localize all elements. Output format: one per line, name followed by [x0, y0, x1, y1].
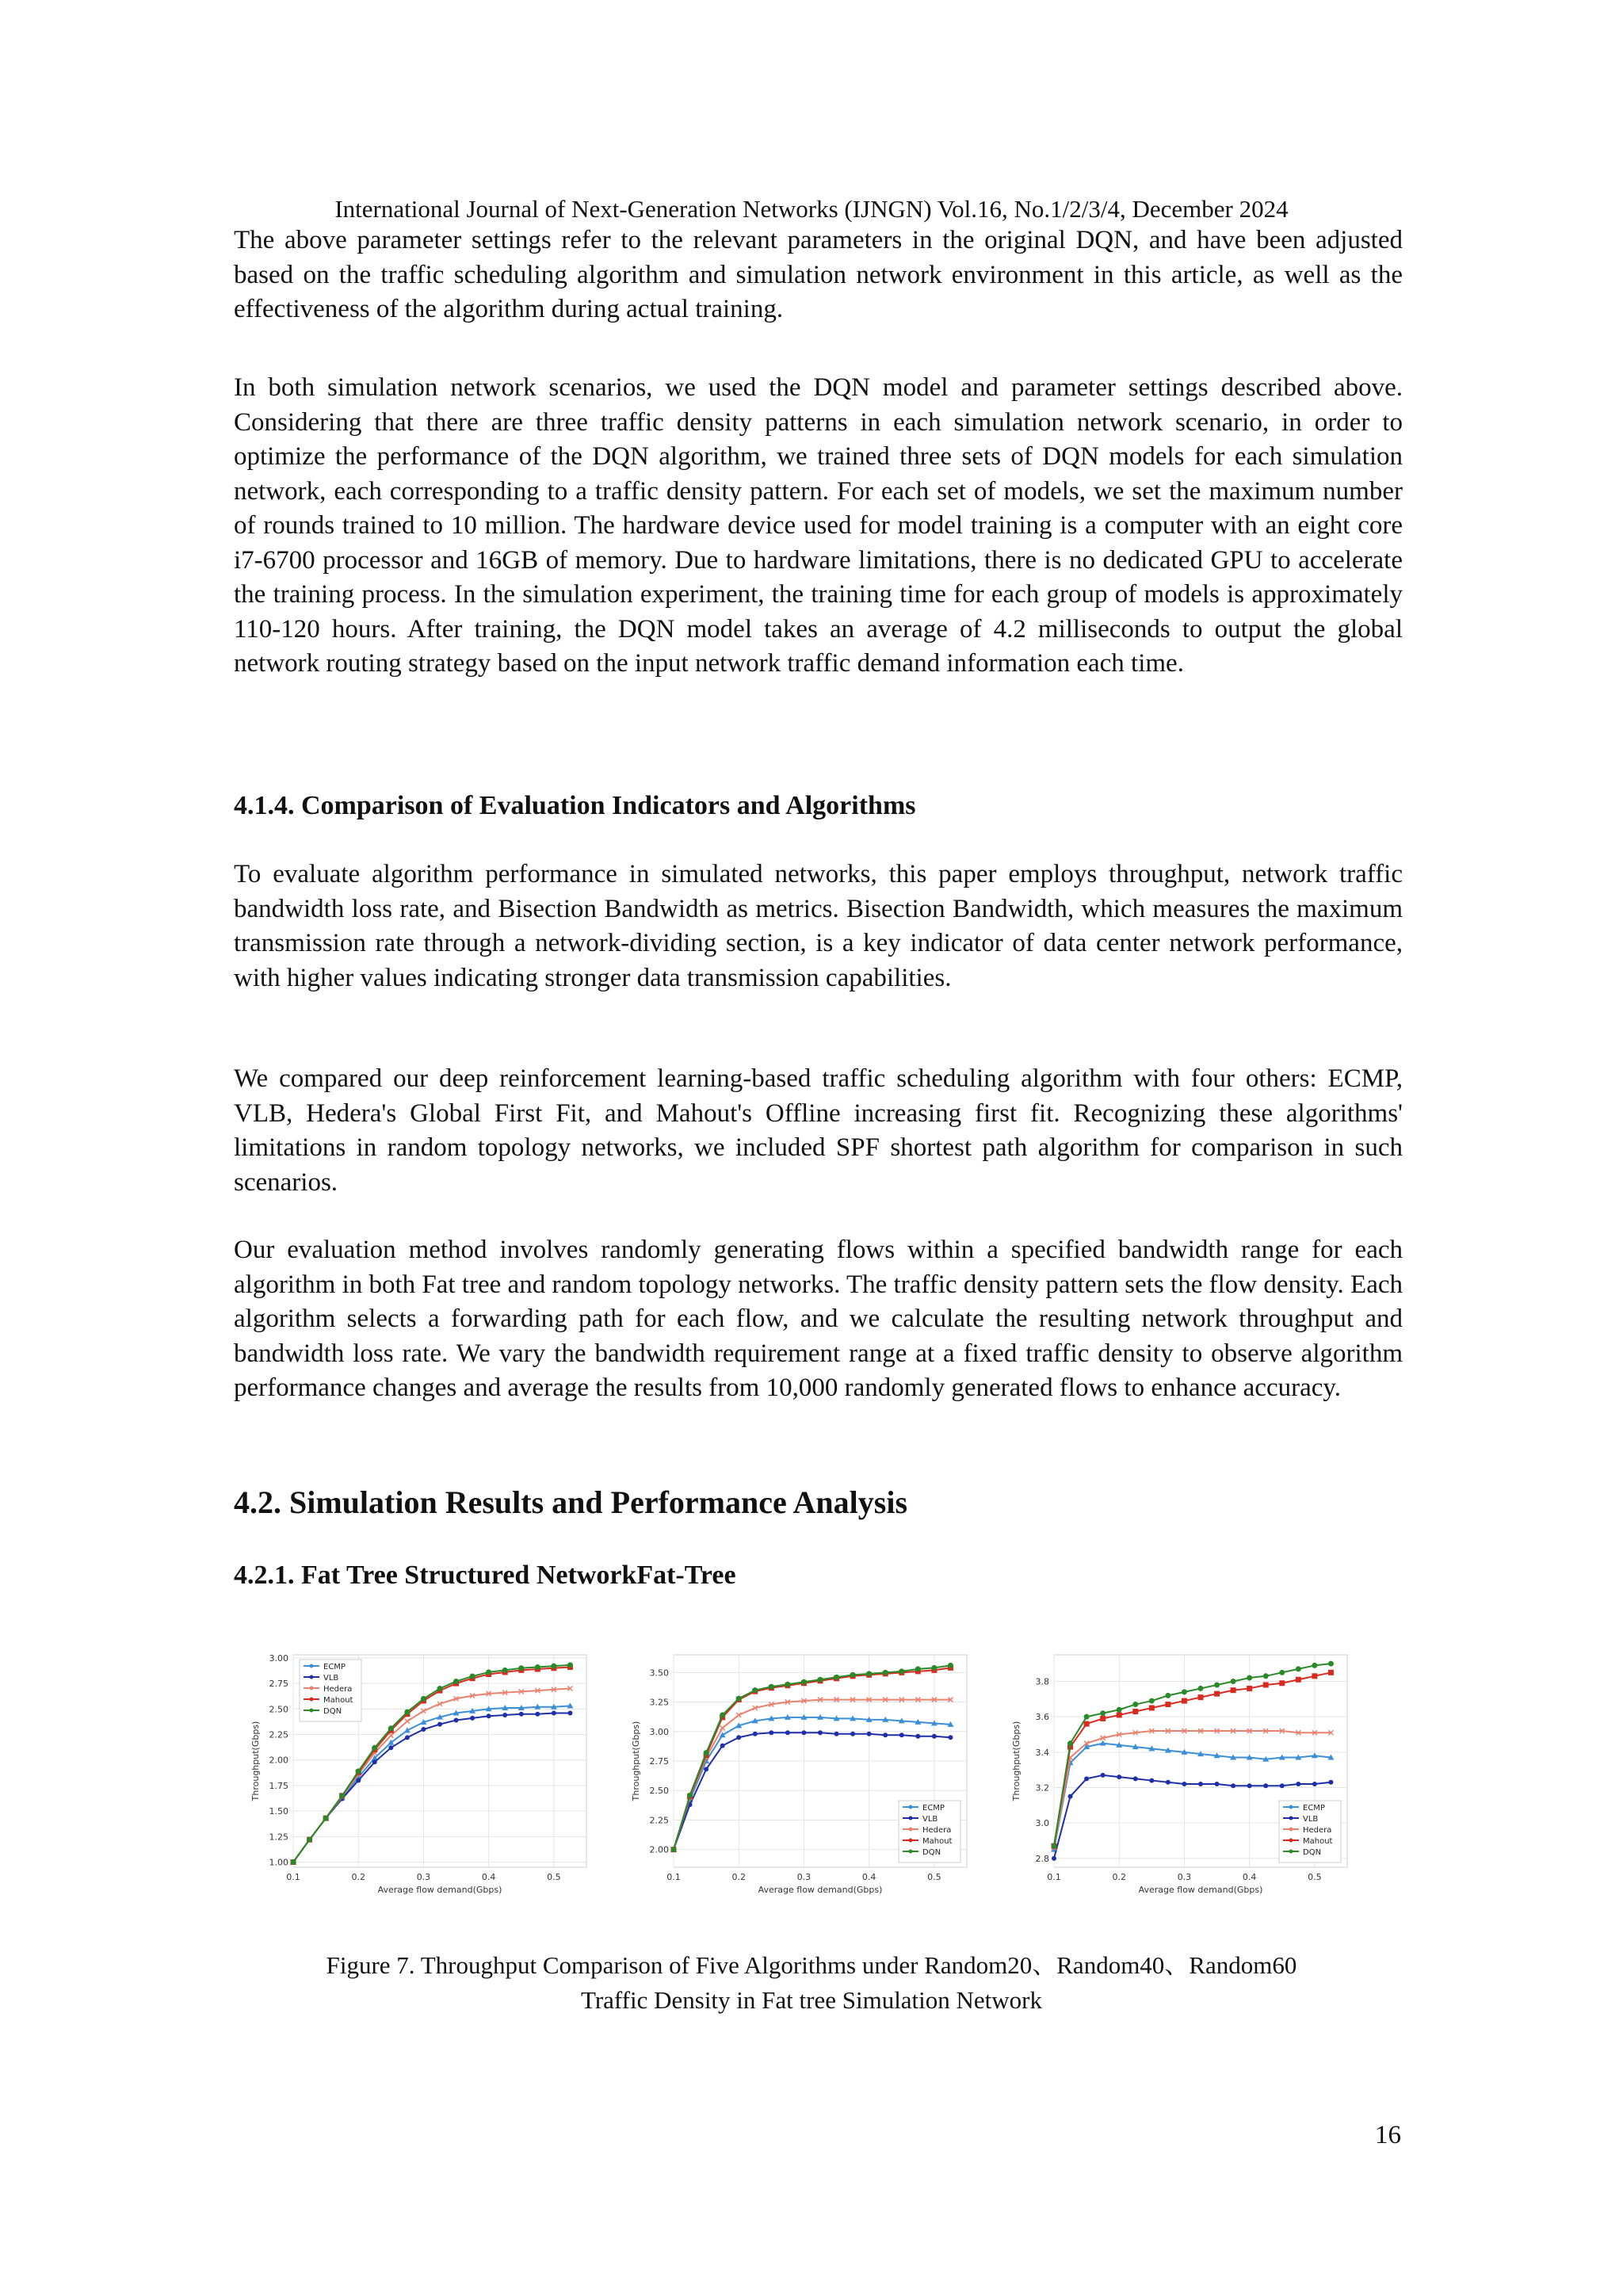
legend-marker-dqn — [310, 1709, 314, 1713]
legend-marker-hedera — [1289, 1828, 1293, 1832]
legend-label-ecmp: ECMP — [323, 1663, 346, 1671]
legend-label-ecmp: ECMP — [922, 1804, 945, 1813]
data-point-dqn — [453, 1679, 459, 1684]
data-point-vlb — [405, 1735, 410, 1740]
data-point-vlb — [1166, 1780, 1170, 1785]
page-number: 16 — [1375, 2121, 1401, 2149]
chart-random60 — [1006, 1623, 1355, 1922]
legend-label-mahout: Mahout — [323, 1696, 353, 1705]
data-point-vlb — [1215, 1782, 1220, 1786]
data-point-vlb — [915, 1734, 920, 1739]
data-point-dqn — [421, 1696, 426, 1702]
data-point-dqn — [866, 1671, 872, 1676]
y-tick-label: 3.6 — [1035, 1712, 1049, 1723]
data-point-dqn — [291, 1859, 296, 1865]
y-tick-label: 3.50 — [649, 1668, 669, 1679]
y-axis-label: Throughput(Gbps) — [1011, 1721, 1022, 1801]
data-point-vlb — [388, 1745, 393, 1750]
data-point-dqn — [1117, 1707, 1122, 1713]
data-point-dqn — [1052, 1843, 1057, 1849]
legend-label-dqn: DQN — [323, 1707, 342, 1716]
data-point-mahout — [1165, 1702, 1170, 1707]
data-point-vlb — [552, 1710, 556, 1715]
data-point-vlb — [932, 1734, 937, 1739]
x-tick-label: 0.2 — [1112, 1872, 1126, 1882]
x-tick-label: 0.5 — [927, 1872, 941, 1882]
data-point-mahout — [1296, 1677, 1301, 1683]
data-point-dqn — [567, 1662, 573, 1668]
data-point-vlb — [1068, 1794, 1073, 1799]
y-axis-label: Throughput(Gbps) — [250, 1721, 261, 1801]
paragraph-dqn-training: In both simulation network scenarios, we used the DQN model and parameter settings described above. Considering that there are three traffic density patterns in each simulation network scenario, in order to optimize the performance of the DQN algorithm, we trained three sets of DQN models for each simulation network, each corresponding to a traffic density pattern. For each set of models, we set the maximum number of rounds trained to 10 million. The hardware device used for model training is a computer with an eight core i7-6700 processor and 16GB of memory. Due to hardware limitations, there is no dedicated GPU to accelerate the training process. In the simulation experiment, the training time for each group of models is approximately 110-120 hours. After training, the DQN model takes an average of 4.2 milliseconds to output the global network routing strategy based on the input network traffic demand information each time. — [234, 373, 1403, 678]
data-point-vlb — [437, 1722, 442, 1727]
data-point-mahout — [1198, 1694, 1204, 1700]
data-point-mahout — [1328, 1670, 1334, 1675]
x-tick-label: 0.2 — [731, 1872, 746, 1882]
data-point-vlb — [1263, 1783, 1268, 1788]
data-point-dqn — [470, 1674, 475, 1679]
legend-label-hedera: Hedera — [323, 1685, 353, 1694]
data-point-dqn — [1100, 1710, 1106, 1716]
data-point-vlb — [470, 1716, 475, 1721]
data-point-mahout — [1247, 1686, 1252, 1691]
data-point-vlb — [1247, 1783, 1252, 1788]
data-point-dqn — [551, 1664, 556, 1669]
x-tick-label: 0.3 — [796, 1872, 812, 1882]
x-axis-label: Average flow demand(Gbps) — [1138, 1885, 1263, 1895]
data-point-vlb — [1198, 1782, 1203, 1786]
x-tick-label: 0.2 — [351, 1872, 365, 1882]
data-point-dqn — [356, 1768, 361, 1774]
data-point-dqn — [307, 1837, 312, 1843]
data-point-vlb — [1231, 1783, 1235, 1788]
y-tick-label: 3.8 — [1035, 1676, 1049, 1687]
data-point-vlb — [519, 1712, 524, 1717]
data-point-dqn — [769, 1684, 774, 1690]
data-point-dqn — [687, 1793, 693, 1798]
legend-marker-vlb — [909, 1817, 913, 1820]
data-point-dqn — [1182, 1689, 1187, 1694]
data-point-vlb — [785, 1730, 790, 1735]
data-point-dqn — [372, 1745, 377, 1751]
data-point-dqn — [437, 1686, 443, 1691]
data-point-vlb — [1328, 1780, 1333, 1785]
data-point-dqn — [486, 1669, 491, 1675]
x-tick-label: 0.1 — [286, 1872, 300, 1882]
data-point-vlb — [720, 1744, 725, 1748]
data-point-dqn — [1149, 1698, 1155, 1704]
paragraph-algorithm-comparison: We compared our deep reinforcement learning-based traffic scheduling algorithm with four others: ECMP, VLB, Hedera's Global First Fit, and Mahout's Offline increasing first fit. Recognizing these algorithms' limitations in random topology networks, we included SPF shortest path algorithm for comparison in such scenarios. — [234, 1064, 1403, 1197]
y-axis-label: Throughput(Gbps) — [631, 1721, 641, 1801]
legend-marker-mahout — [909, 1839, 913, 1843]
data-point-dqn — [899, 1668, 904, 1674]
legend-marker-dqn — [1289, 1850, 1293, 1854]
data-point-dqn — [404, 1710, 410, 1715]
x-axis-label: Average flow demand(Gbps) — [377, 1885, 502, 1895]
data-point-dqn — [388, 1725, 394, 1731]
data-point-vlb — [356, 1778, 361, 1782]
figure-caption-line1: Figure 7. Throughput Comparison of Five Algorithms under Random20、Random40、Random60 — [326, 1951, 1297, 1979]
legend-label-mahout: Mahout — [1303, 1837, 1333, 1846]
x-tick-label: 0.5 — [1308, 1872, 1322, 1882]
y-tick-label: 1.50 — [269, 1806, 288, 1817]
data-point-mahout — [1279, 1680, 1285, 1686]
legend-marker-ecmp — [1289, 1805, 1293, 1809]
data-point-vlb — [454, 1717, 459, 1722]
data-point-vlb — [1182, 1782, 1186, 1786]
data-point-vlb — [948, 1735, 953, 1740]
data-point-vlb — [1052, 1856, 1056, 1861]
legend-marker-mahout — [1289, 1839, 1293, 1843]
chart-random40-svg — [626, 1623, 975, 1918]
data-point-dqn — [850, 1672, 856, 1678]
x-tick-label: 0.3 — [1177, 1872, 1192, 1882]
data-point-mahout — [1117, 1712, 1122, 1717]
data-point-mahout — [1231, 1687, 1236, 1693]
legend-label-vlb: VLB — [323, 1674, 339, 1683]
data-point-vlb — [567, 1710, 572, 1715]
data-point-dqn — [931, 1665, 937, 1671]
y-tick-label: 3.2 — [1035, 1782, 1049, 1794]
data-point-vlb — [535, 1712, 540, 1717]
y-tick-label: 1.25 — [269, 1832, 288, 1843]
heading-4-1-4: 4.1.4. Comparison of Evaluation Indicators and Algorithms — [234, 791, 916, 820]
data-point-vlb — [372, 1759, 377, 1764]
data-point-dqn — [752, 1687, 758, 1693]
data-point-dqn — [502, 1668, 508, 1673]
data-point-dqn — [1328, 1661, 1334, 1667]
chart-random20-svg — [246, 1623, 594, 1918]
data-point-vlb — [753, 1732, 758, 1736]
data-point-dqn — [834, 1675, 839, 1680]
data-point-vlb — [883, 1733, 888, 1737]
data-point-vlb — [487, 1713, 491, 1718]
legend-marker-vlb — [1289, 1817, 1293, 1820]
x-tick-label: 0.4 — [861, 1872, 876, 1882]
data-point-vlb — [736, 1735, 741, 1740]
data-point-dqn — [785, 1682, 790, 1687]
y-tick-label: 2.50 — [269, 1704, 288, 1715]
data-point-dqn — [1067, 1740, 1073, 1746]
data-point-dqn — [736, 1696, 742, 1702]
data-point-vlb — [1312, 1782, 1317, 1786]
legend-label-dqn: DQN — [1303, 1848, 1322, 1857]
legend-marker-mahout — [310, 1698, 314, 1702]
data-point-dqn — [1165, 1693, 1170, 1698]
heading-4-2-1: 4.2.1. Fat Tree Structured NetworkFat-Tree — [234, 1561, 736, 1590]
chart-random20 — [246, 1623, 594, 1922]
data-point-vlb — [801, 1730, 806, 1735]
data-point-vlb — [421, 1727, 426, 1732]
data-point-dqn — [704, 1750, 709, 1755]
data-point-dqn — [323, 1816, 329, 1821]
data-point-vlb — [834, 1732, 839, 1736]
y-tick-label: 3.25 — [649, 1697, 669, 1708]
data-point-dqn — [1084, 1714, 1090, 1720]
legend-marker-hedera — [909, 1828, 913, 1832]
data-point-vlb — [1084, 1776, 1089, 1781]
y-tick-label: 3.0 — [1035, 1818, 1049, 1829]
data-point-dqn — [818, 1677, 823, 1683]
data-point-mahout — [1263, 1682, 1269, 1687]
chart-random60-svg — [1006, 1623, 1355, 1918]
data-point-vlb — [818, 1730, 823, 1735]
data-point-vlb — [704, 1767, 708, 1771]
y-tick-label: 3.00 — [269, 1652, 288, 1664]
y-tick-label: 3.4 — [1035, 1747, 1049, 1758]
data-point-mahout — [1312, 1673, 1317, 1679]
data-point-vlb — [867, 1732, 872, 1736]
figure-caption-line2: Traffic Density in Fat tree Simulation Network — [580, 1986, 1043, 2014]
data-point-dqn — [1198, 1686, 1204, 1691]
data-point-mahout — [1084, 1721, 1090, 1727]
x-tick-label: 0.1 — [1047, 1872, 1061, 1882]
y-tick-label: 2.00 — [269, 1755, 288, 1766]
x-tick-label: 0.4 — [481, 1872, 496, 1882]
data-point-vlb — [1149, 1778, 1154, 1783]
data-point-vlb — [1117, 1775, 1121, 1779]
legend-label-dqn: DQN — [922, 1848, 941, 1857]
data-point-vlb — [769, 1730, 773, 1735]
legend-label-hedera: Hedera — [922, 1826, 952, 1835]
data-point-vlb — [1101, 1773, 1106, 1778]
data-point-dqn — [1312, 1663, 1317, 1668]
data-point-dqn — [1132, 1702, 1138, 1707]
data-point-mahout — [1214, 1691, 1220, 1697]
chart-random40 — [626, 1623, 975, 1922]
y-tick-label: 1.75 — [269, 1780, 288, 1791]
data-point-vlb — [899, 1733, 904, 1737]
y-tick-label: 2.25 — [269, 1729, 288, 1740]
data-point-dqn — [1214, 1682, 1220, 1687]
data-point-mahout — [1100, 1716, 1106, 1721]
data-point-dqn — [883, 1670, 888, 1675]
legend-marker-dqn — [909, 1850, 913, 1854]
data-point-vlb — [850, 1732, 855, 1736]
legend-marker-hedera — [310, 1687, 314, 1690]
paragraph-evaluation-metrics: To evaluate algorithm performance in simulated networks, this paper employs throughput, network traffic bandwidth loss rate, and Bisection Bandwidth as metrics. Bisection Bandwidth, which measures the maximum transmission rate through a network-dividing section, is a key indicator of data center network performance, with higher values indicating stronger data transmission capabilities. — [234, 860, 1403, 992]
y-tick-label: 2.25 — [649, 1815, 669, 1826]
y-tick-label: 2.00 — [649, 1844, 669, 1855]
data-point-dqn — [801, 1679, 807, 1685]
heading-4-2: 4.2. Simulation Results and Performance Analysis — [234, 1484, 908, 1520]
y-tick-label: 2.75 — [649, 1756, 669, 1767]
data-point-vlb — [1296, 1782, 1300, 1786]
data-point-mahout — [1149, 1706, 1155, 1711]
data-point-dqn — [518, 1665, 524, 1671]
data-point-dqn — [535, 1664, 540, 1670]
y-tick-label: 1.00 — [269, 1857, 288, 1868]
data-point-dqn — [1296, 1666, 1301, 1671]
data-point-dqn — [1263, 1673, 1269, 1679]
data-point-dqn — [720, 1712, 725, 1717]
data-point-mahout — [1132, 1709, 1138, 1714]
legend-marker-vlb — [310, 1675, 314, 1679]
data-point-dqn — [1279, 1670, 1285, 1675]
y-tick-label: 2.8 — [1035, 1853, 1049, 1864]
legend-label-vlb: VLB — [922, 1815, 938, 1824]
data-point-mahout — [1182, 1698, 1187, 1704]
paragraph-evaluation-method: Our evaluation method involves randomly generating flows within a specified bandwidth range for each algorithm in both Fat tree and random topology networks. The traffic density pattern sets the flow density. Each algorithm selects a forwarding path for each flow, and we calculate the resulting network throughput and bandwidth loss rate. We vary the bandwidth requirement range at a fixed traffic density to observe algorithm performance changes and average the results from 10,000 randomly generated flows to enhance accuracy. — [234, 1236, 1403, 1402]
data-point-dqn — [1247, 1675, 1252, 1681]
data-point-vlb — [1280, 1783, 1285, 1788]
y-tick-label: 2.75 — [269, 1679, 288, 1690]
data-point-vlb — [502, 1713, 507, 1717]
y-tick-label: 3.00 — [649, 1726, 669, 1737]
y-tick-label: 2.50 — [649, 1786, 669, 1797]
legend-label-hedera: Hedera — [1303, 1826, 1332, 1835]
running-header: International Journal of Next-Generation Networks (IJNGN) Vol.16, No.1/2/3/4, December 2024 — [334, 195, 1289, 223]
data-point-vlb — [1133, 1776, 1138, 1781]
x-axis-label: Average flow demand(Gbps) — [758, 1885, 883, 1895]
x-tick-label: 0.1 — [666, 1872, 681, 1882]
data-point-dqn — [915, 1666, 921, 1671]
legend-label-vlb: VLB — [1303, 1815, 1319, 1824]
data-point-dqn — [1231, 1679, 1236, 1684]
x-tick-label: 0.3 — [416, 1872, 431, 1882]
legend-marker-ecmp — [310, 1664, 314, 1668]
legend-label-ecmp: ECMP — [1303, 1804, 1325, 1813]
data-point-dqn — [339, 1793, 345, 1798]
data-point-dqn — [671, 1847, 677, 1852]
x-tick-label: 0.5 — [547, 1872, 561, 1882]
legend-marker-ecmp — [909, 1805, 913, 1809]
legend-label-mahout: Mahout — [922, 1837, 953, 1846]
x-tick-label: 0.4 — [1242, 1872, 1257, 1882]
data-point-dqn — [948, 1663, 953, 1668]
paragraph-parameter-settings: The above parameter settings refer to the relevant parameters in the original DQN, and have been adjusted based on the traffic scheduling algorithm and simulation network environment in this article, as well as the effectiveness of the algorithm during actual training. — [234, 226, 1403, 323]
